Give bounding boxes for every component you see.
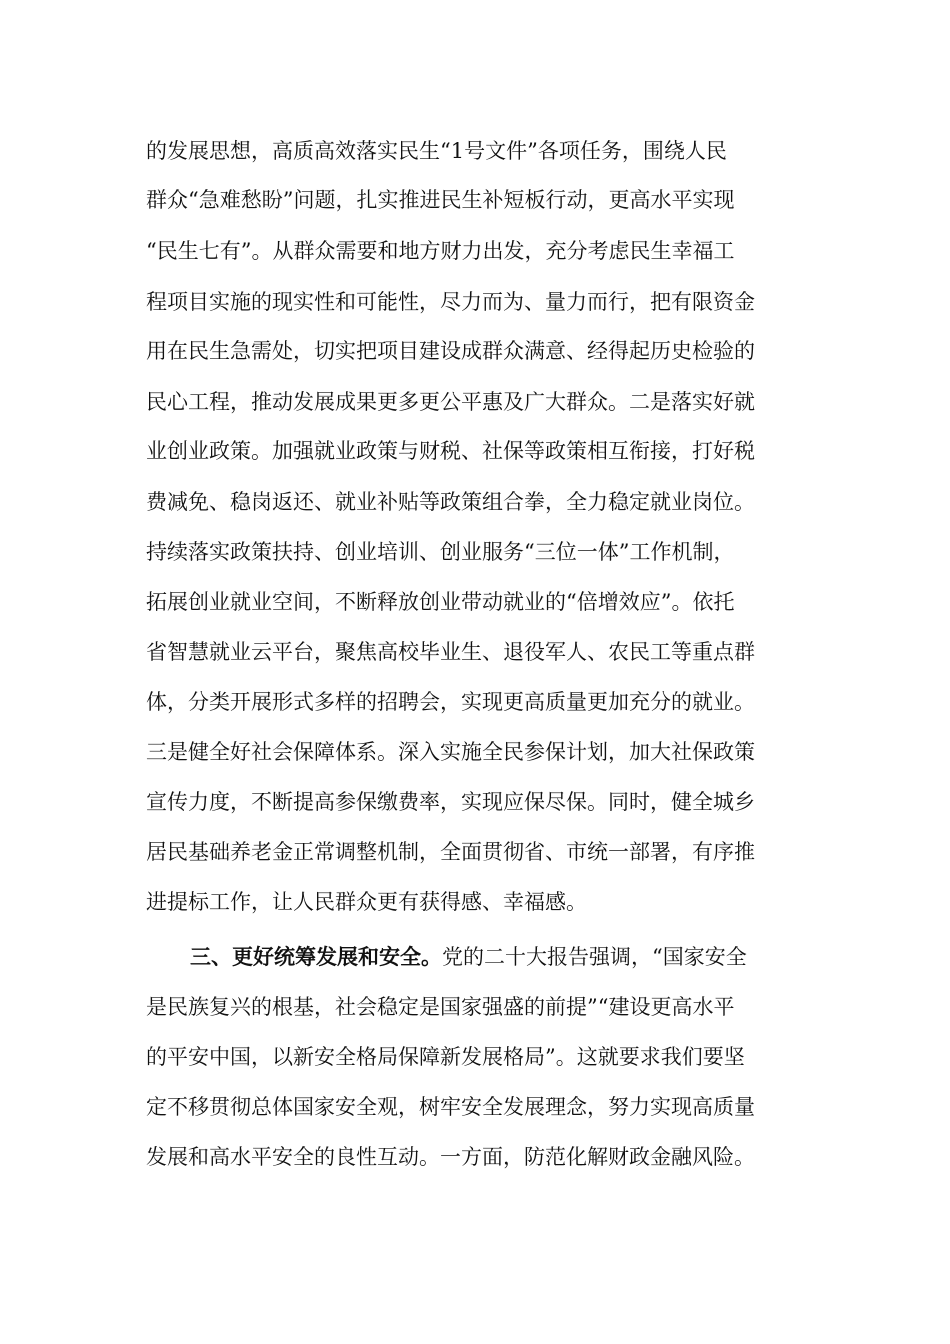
paragraph-1-line-2: 群众“急难愁盼”问题，扎实推进民生补短板行动，更高水平实现 — [146, 188, 735, 212]
paragraph-2-line-4: 定不移贯彻总体国家安全观，树牢安全发展理念，努力实现高质量 — [146, 1095, 755, 1119]
section-heading-rest: 党的二十大报告强调，“国家安全 — [442, 945, 747, 969]
section-heading: 三、更好统筹发展和安全。 — [190, 945, 442, 969]
paragraph-1-line-14: 宣传力度，不断提高参保缴费率，实现应保尽保。同时，健全城乡 — [146, 790, 755, 814]
paragraph-1-line-16: 进提标工作，让人民群众更有获得感、幸福感。 — [146, 890, 587, 914]
paragraph-2-line-3: 的平安中国，以新安全格局保障新发展格局”。这就要求我们要坚 — [146, 1045, 745, 1069]
paragraph-1-line-7: 业创业政策。加强就业政策与财税、社保等政策相互衔接，打好税 — [146, 439, 755, 463]
paragraph-1-line-13: 三是健全好社会保障体系。深入实施全民参保计划，加大社保政策 — [146, 740, 755, 764]
paragraph-1-line-6: 民心工程，推动发展成果更多更公平惠及广大群众。二是落实好就 — [146, 390, 755, 414]
paragraph-2-line-2: 是民族复兴的根基，社会稳定是国家强盛的前提”“建设更高水平 — [146, 995, 735, 1019]
paragraph-1-line-5: 用在民生急需处，切实把项目建设成群众满意、经得起历史检验的 — [146, 339, 755, 363]
paragraph-1-line-15: 居民基础养老金正常调整机制，全面贯彻省、市统一部署，有序推 — [146, 840, 755, 864]
paragraph-1-line-1: 的发展思想，高质高效落实民生“1号文件”各项任务，围绕人民 — [146, 139, 727, 163]
paragraph-2-line-1 — [190, 945, 747, 969]
paragraph-2-line-5: 发展和高水平安全的良性互动。一方面，防范化解财政金融风险。 — [146, 1145, 755, 1169]
paragraph-1-line-9: 持续落实政策扶持、创业培训、创业服务“三位一体”工作机制， — [146, 540, 735, 564]
paragraph-1-line-11: 省智慧就业云平台，聚焦高校毕业生、退役军人、农民工等重点群 — [146, 640, 755, 664]
paragraph-1-line-10: 拓展创业就业空间，不断释放创业带动就业的“倍增效应”。依托 — [146, 590, 735, 614]
paragraph-1-line-3: “民生七有”。从群众需要和地方财力出发，充分考虑民生幸福工 — [146, 239, 735, 263]
paragraph-1-line-4: 程项目实施的现实性和可能性，尽力而为、量力而行，把有限资金 — [146, 290, 755, 314]
paragraph-1-line-8: 费减免、稳岗返还、就业补贴等政策组合拳，全力稳定就业岗位。 — [146, 490, 755, 514]
paragraph-1-line-12: 体，分类开展形式多样的招聘会，实现更高质量更加充分的就业。 — [146, 690, 755, 714]
